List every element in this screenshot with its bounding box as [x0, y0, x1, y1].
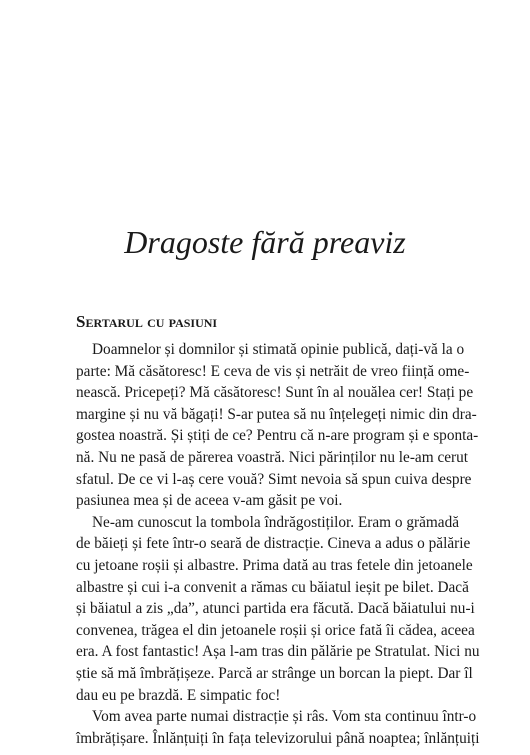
- text-line: Ne-am cunoscut la tombola îndrăgostiților. Eram o grămadă: [92, 513, 460, 531]
- text-line: convenea, trăgea el din jetoanele roșii și orice fată îi cădea, aceea: [76, 621, 475, 639]
- body-text: [76, 339, 480, 749]
- text-line: Doamnelor și domnilor și stimată opinie publică, dați-vă la o: [92, 341, 465, 358]
- text-line: nă. Nu ne pasă de părerea voastră. Nici părinților nu le-am cerut: [76, 448, 469, 466]
- text-line: nească. Pricepeți? Mă căsătoresc! Sunt în al nouălea cer! Stați pe: [76, 384, 474, 402]
- section-heading: Sertarul cu pasiuni: [76, 312, 218, 331]
- text-line: și băiatul a zis „da”, atunci partida era făcută. Dacă băiatului nu-i: [76, 600, 475, 618]
- text-line: gostea noastră. Și știți de ce? Pentru că n-are program și e sponta-: [76, 427, 479, 445]
- text-line: sfatul. De ce vi l-aș cere vouă? Simt nevoia să spun cuiva despre: [76, 470, 472, 488]
- text-line: era. A fost fantastic! Așa l-am tras din pălărie pe Stratulat. Nici nu: [76, 643, 480, 661]
- text-line: știe să mă îmbrățișeze. Parcă ar strânge un borcan la piept. Dar îl: [76, 664, 473, 682]
- text-line: albastre și cui i-a convenit a rămas cu băiatul ieșit pe bilet. Dacă: [76, 578, 469, 596]
- chapter-title: Dragoste fără preaviz: [124, 224, 406, 260]
- text-line: îmbrățișare. Înlănțuiți în fața televizorului până noaptea; înlănțuiți: [76, 729, 480, 747]
- text-line: Vom avea parte numai distracție și râs. Vom sta continuu într-o: [92, 708, 477, 726]
- text-line: margine și nu vă băgați! S-ar putea să nu înțelegeți nimic din dra-: [76, 405, 477, 423]
- text-line: pasiunea mea și de aceea v-am găsit pe voi.: [76, 492, 343, 510]
- text-line: de băieți și fete într-o seară de distracție. Cineva a adus o pălărie: [76, 535, 471, 553]
- text-line: parte: Mă căsătoresc! E ceva de vis și netrăit de vreo ființă ome-: [76, 362, 470, 380]
- text-line: cu jetoane roșii și albastre. Prima dată au tras fetele din jetoanele: [76, 556, 473, 574]
- text-line: dau eu pe brazdă. E simpatic foc!: [76, 686, 281, 704]
